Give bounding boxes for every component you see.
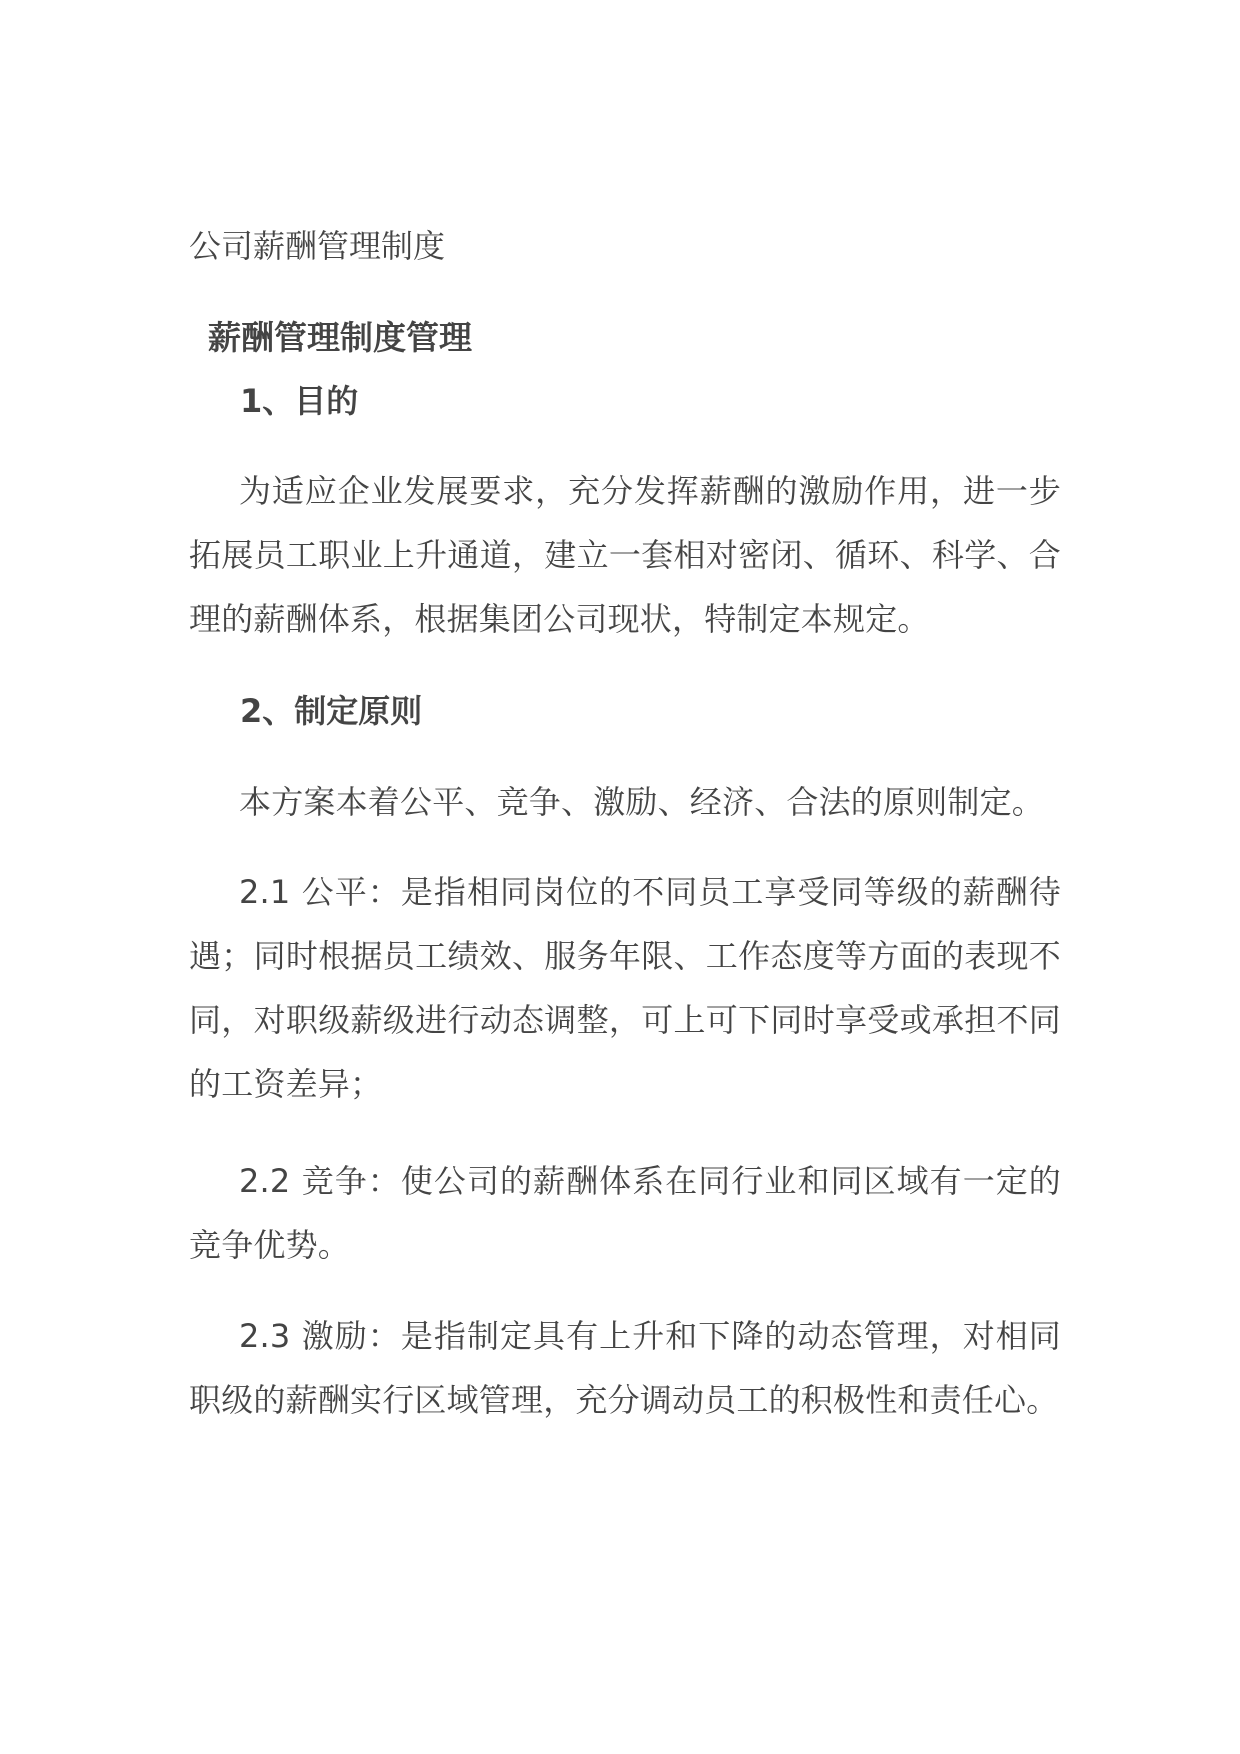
document-title: 公司薪酬管理制度 (189, 227, 446, 265)
principle-incentive-paragraph: 2.3 激励：是指制定具有上升和下降的动态管理，对相同职级的薪酬实行区域管理，充分调动员工的积极性和责任心。 (189, 1317, 1061, 1419)
principle-competition-paragraph: 2.2 竞争：使公司的薪酬体系在同行业和同区域有一定的竞争优势。 (189, 1162, 1061, 1264)
purpose-heading: 1、目的 (240, 382, 359, 420)
principle-fairness-paragraph: 2.1 公平：是指相同岗位的不同员工享受同等级的薪酬待遇；同时根据员工绩效、服务年限、工作态度等方面的表现不同，对职级薪级进行动态调整，可上可下同时享受或承担不同的工资差异； (189, 873, 1061, 1103)
principles-intro-paragraph: 本方案本着公平、竞争、激励、经济、合法的原则制定。 (239, 783, 1045, 821)
purpose-paragraph: 为适应企业发展要求，充分发挥薪酬的激励作用，进一步拓展员工职业上升通道，建立一套相对密闭、循环、科学、合理的薪酬体系，根据集团公司现状，特制定本规定。 (189, 472, 1061, 638)
principles-heading: 2、制定原则 (240, 692, 423, 730)
section-heading: 薪酬管理制度管理 (208, 318, 472, 357)
